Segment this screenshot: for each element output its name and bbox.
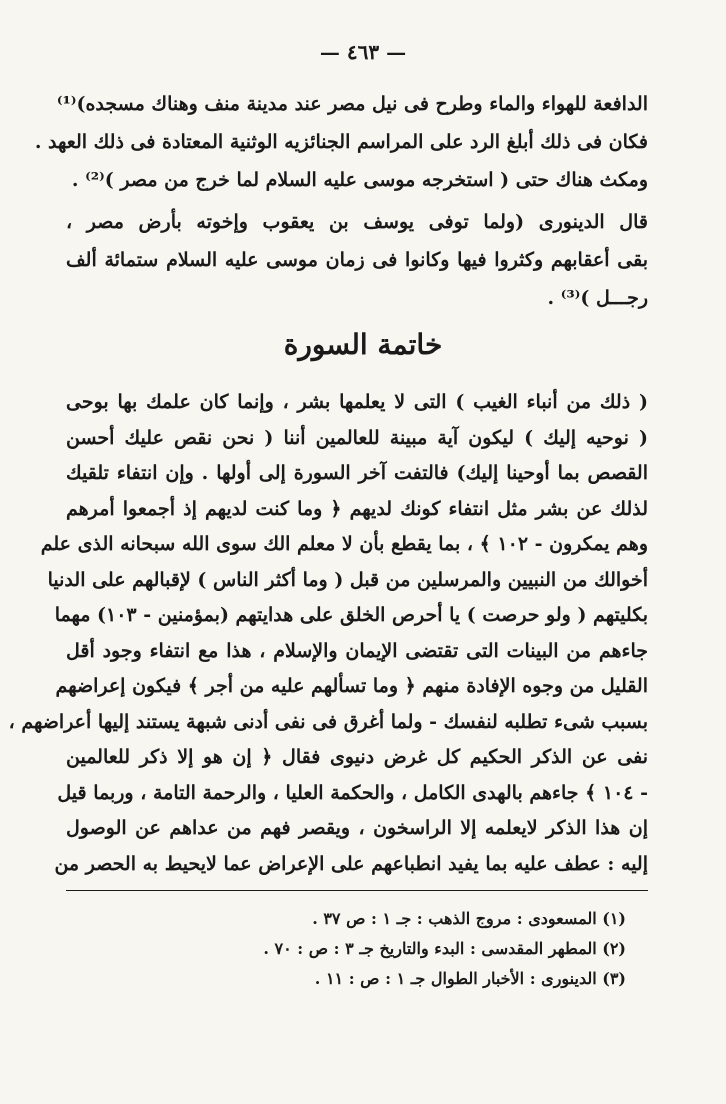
footnote-item: (١) المسعودى : مروج الذهب : جـ ١ : ص ٣٧ . <box>312 909 626 928</box>
text-line: بسبب شىء تطلبه لنفسك - ولما أغرق فى نفى أدنى شبهة يستند إليها أعراضهم ، <box>8 710 648 733</box>
footnote-item: (٣) الدينورى : الأخبار الطوال جـ ١ : ص : ١١ . <box>314 969 626 988</box>
section-heading: خاتمة السورة <box>283 328 443 361</box>
text-line: رجـــل )⁽³⁾ . <box>547 287 648 309</box>
text-line: الدافعة للهواء والماء وطرح فى نيل مصر عند مدينة منف وهناك مسجده)⁽¹⁾ <box>56 93 648 115</box>
text-line: ( ذلك من أنباء الغيب ) التى لا يعلمها بشر ، وإنما كان علمك بها بوحى <box>66 391 648 413</box>
text-line: قال الدينورى (ولما توفى يوسف بن يعقوب وإخوته بأرض مصر ، <box>66 211 648 233</box>
text-line: لذلك عن بشر مثل انتفاء كونك لديهم ﴿ وما كنت لديهم إذ أجمعوا أمرهم <box>66 497 648 520</box>
text-line: القصص بما أوحينا إليك) فالتفت آخر السورة إلى أولها . وإن انتفاء تلقيك <box>66 462 648 484</box>
text-line: إليه : عطف عليه بما يفيد انطباعهم على الإعراض عما لايحيط به الحصر من <box>54 852 648 875</box>
text-line: وهم يمكرون - ١٠٢ ﴾ ، بما يقطع بأن لا معلم الك سوى الله سبحانه الذى علم <box>40 533 648 555</box>
text-line: نفى عن الذكر الحكيم كل غرض دنيوى فقال ﴿ إن هو إلا ذكر للعالمين <box>66 746 648 768</box>
text-line: ومكث هناك حتى ( استخرجه موسى عليه السلام لما خرج من مصر )⁽²⁾ . <box>71 169 648 191</box>
text-line: - ١٠٤ ﴾ جاءهم بالهدى الكامل ، والحكمة العليا ، والرحمة التامة ، وربما قيل <box>57 781 648 804</box>
text-line: أخوالك من النبيين والمرسلين من قبل ( وما أكثر الناس ) لإقبالهم على الدنيا <box>47 568 648 591</box>
text-line: بكليتهم ( ولو حرصت ) يا أحرص الخلق على هدايتهم (بمؤمنين - ١٠٣) مهما <box>54 604 648 626</box>
footnote-separator <box>66 890 648 891</box>
text-line: القليل من وجوه الإفادة منهم ﴿ وما تسألهم عليه من أجر ﴾ فيكون إعراضهم <box>55 675 648 697</box>
text-line: جاءهم من البينات التى تقتضى الإيمان والإسلام ، هذا مع انتفاء وجود أقل <box>66 639 648 662</box>
text-line: فكان فى ذلك أبلغ الرد على المراسم الجنائزيه الوثنية المعتادة فى ذلك العهد . <box>34 131 648 153</box>
text-line: بقى أعقابهم وكثروا فيها وكانوا فى زمان موسى عليه السلام ستمائة ألف <box>66 249 648 271</box>
text-line: ( نوحيه إليك ) ليكون آية مبينة للعالمين أننا ( نحن نقص عليك أحسن <box>66 426 648 449</box>
page-number: — ٤٦٣ — <box>319 40 407 64</box>
footnote-item: (٢) المطهر المقدسى : البدء والتاريخ جـ ٣ : ص : ٧٠ . <box>263 939 626 958</box>
text-line: إن هذا الذكر لايعلمه إلا الراسخون ، ويقصر فهم من عداهم عن الوصول <box>66 817 648 839</box>
